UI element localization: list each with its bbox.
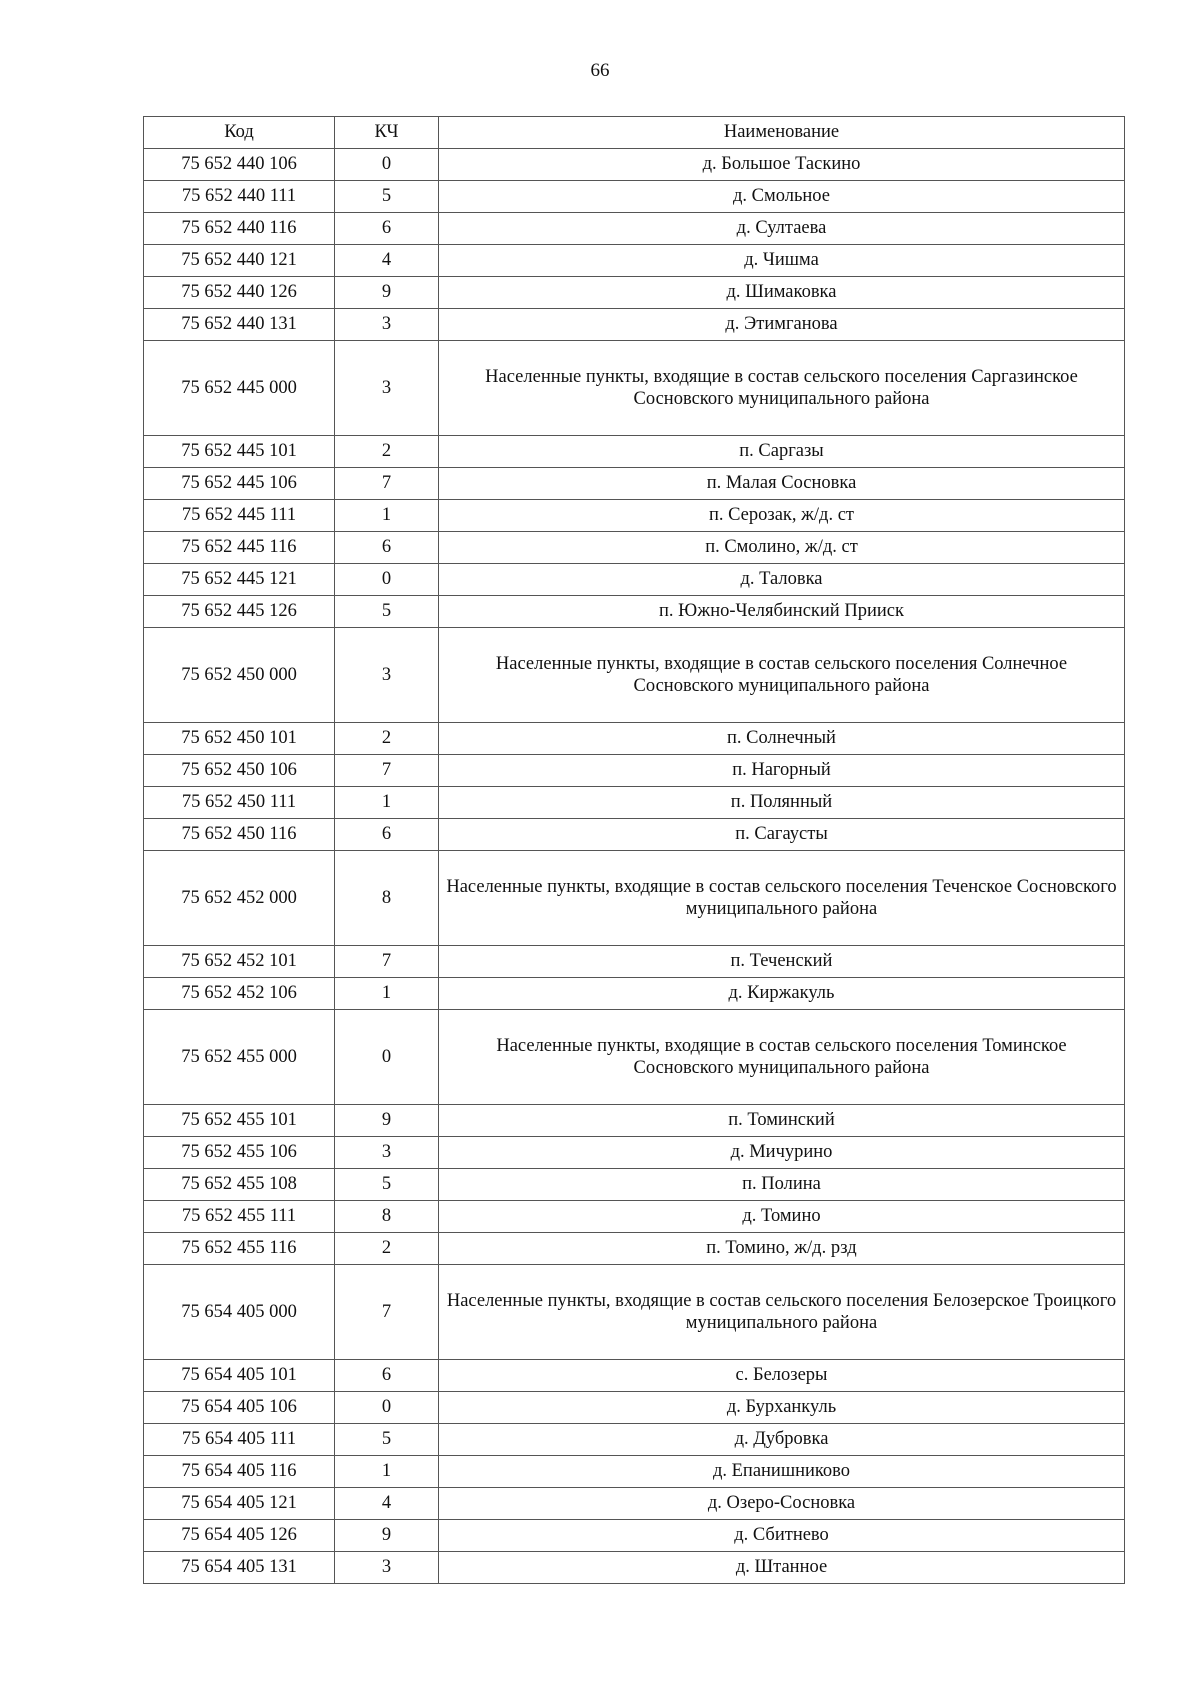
table-row-group	[144, 1010, 1125, 1105]
cell-name: с. Белозеры	[439, 1360, 1125, 1392]
cell-code: 75 652 445 111	[144, 500, 335, 532]
cell-kch: 6	[335, 532, 439, 564]
cell-kch: 7	[335, 946, 439, 978]
cell-name: п. Томинский	[439, 1105, 1125, 1137]
cell-name: п. Саргазы	[439, 436, 1125, 468]
table-row	[144, 1360, 1125, 1392]
cell-code: 75 652 452 106	[144, 978, 335, 1010]
cell-name: д. Епанишниково	[439, 1456, 1125, 1488]
table-row-group	[144, 1265, 1125, 1360]
cell-name: п. Полянный	[439, 787, 1125, 819]
table-row	[144, 787, 1125, 819]
table-row	[144, 500, 1125, 532]
cell-kch: 1	[335, 500, 439, 532]
cell-name: п. Южно-Челябинский Прииск	[439, 596, 1125, 628]
cell-code: 75 654 405 121	[144, 1488, 335, 1520]
table-row	[144, 1392, 1125, 1424]
page-number: 66	[590, 60, 610, 81]
cell-name: п. Теченский	[439, 946, 1125, 978]
table-row	[144, 1456, 1125, 1488]
cell-code: 75 654 405 101	[144, 1360, 335, 1392]
table-row	[144, 1137, 1125, 1169]
cell-kch: 6	[335, 213, 439, 245]
cell-kch: 4	[335, 245, 439, 277]
cell-code: 75 652 445 000	[144, 341, 335, 436]
cell-kch: 5	[335, 596, 439, 628]
cell-code: 75 652 455 111	[144, 1201, 335, 1233]
cell-kch: 7	[335, 755, 439, 787]
cell-code: 75 652 450 111	[144, 787, 335, 819]
table-row-group	[144, 341, 1125, 436]
cell-code: 75 652 455 101	[144, 1105, 335, 1137]
table-row	[144, 946, 1125, 978]
table-row	[144, 1233, 1125, 1265]
table-row	[144, 468, 1125, 500]
cell-name: Населенные пункты, входящие в состав сельского поселения Томинское Сосновского муниципального района	[439, 1010, 1125, 1105]
cell-name: д. Шимаковка	[439, 277, 1125, 309]
table-row	[144, 755, 1125, 787]
header-code: Код	[144, 117, 335, 149]
cell-kch: 2	[335, 723, 439, 755]
cell-code: 75 652 450 116	[144, 819, 335, 851]
cell-code: 75 652 445 121	[144, 564, 335, 596]
cell-kch: 0	[335, 1010, 439, 1105]
table-row	[144, 1552, 1125, 1584]
table-row	[144, 213, 1125, 245]
cell-kch: 8	[335, 1201, 439, 1233]
table-row-group	[144, 628, 1125, 723]
cell-name: д. Сбитнево	[439, 1520, 1125, 1552]
cell-kch: 6	[335, 819, 439, 851]
cell-code: 75 652 445 126	[144, 596, 335, 628]
cell-code: 75 652 440 131	[144, 309, 335, 341]
cell-name: п. Солнечный	[439, 723, 1125, 755]
cell-code: 75 652 440 106	[144, 149, 335, 181]
cell-code: 75 654 405 131	[144, 1552, 335, 1584]
cell-kch: 5	[335, 181, 439, 213]
cell-kch: 8	[335, 851, 439, 946]
table-row	[144, 436, 1125, 468]
cell-code: 75 652 440 116	[144, 213, 335, 245]
table-row	[144, 532, 1125, 564]
cell-name: д. Озеро-Сосновка	[439, 1488, 1125, 1520]
table-row	[144, 596, 1125, 628]
cell-kch: 0	[335, 564, 439, 596]
cell-name: д. Дубровка	[439, 1424, 1125, 1456]
cell-kch: 5	[335, 1424, 439, 1456]
cell-code: 75 654 405 116	[144, 1456, 335, 1488]
cell-name: п. Сагаусты	[439, 819, 1125, 851]
table-row	[144, 978, 1125, 1010]
table-row	[144, 1201, 1125, 1233]
cell-code: 75 652 440 111	[144, 181, 335, 213]
cell-name: д. Этимганова	[439, 309, 1125, 341]
cell-name: Населенные пункты, входящие в состав сельского поселения Теченское Сосновского муниципального района	[439, 851, 1125, 946]
cell-code: 75 654 405 111	[144, 1424, 335, 1456]
table-row	[144, 819, 1125, 851]
cell-kch: 1	[335, 978, 439, 1010]
cell-kch: 0	[335, 1392, 439, 1424]
cell-code: 75 652 450 000	[144, 628, 335, 723]
cell-name: д. Бурханкуль	[439, 1392, 1125, 1424]
cell-kch: 0	[335, 149, 439, 181]
cell-code: 75 652 452 000	[144, 851, 335, 946]
cell-code: 75 652 445 101	[144, 436, 335, 468]
cell-code: 75 652 440 121	[144, 245, 335, 277]
table-row	[144, 149, 1125, 181]
table-row	[144, 309, 1125, 341]
cell-kch: 3	[335, 341, 439, 436]
cell-kch: 1	[335, 787, 439, 819]
cell-name: п. Полина	[439, 1169, 1125, 1201]
table-row	[144, 1105, 1125, 1137]
cell-code: 75 652 450 101	[144, 723, 335, 755]
cell-kch: 9	[335, 1105, 439, 1137]
classifier-table	[143, 116, 1125, 1584]
cell-kch: 3	[335, 1552, 439, 1584]
cell-kch: 5	[335, 1169, 439, 1201]
cell-code: 75 652 455 116	[144, 1233, 335, 1265]
table-body	[144, 149, 1125, 1584]
header-kch: КЧ	[335, 117, 439, 149]
header-name: Наименование	[439, 117, 1125, 149]
cell-kch: 9	[335, 277, 439, 309]
cell-name: д. Султаева	[439, 213, 1125, 245]
cell-code: 75 654 405 126	[144, 1520, 335, 1552]
cell-code: 75 652 455 106	[144, 1137, 335, 1169]
table-row	[144, 564, 1125, 596]
cell-name: д. Таловка	[439, 564, 1125, 596]
cell-code: 75 652 440 126	[144, 277, 335, 309]
cell-name: д. Смольное	[439, 181, 1125, 213]
cell-code: 75 652 452 101	[144, 946, 335, 978]
cell-kch: 3	[335, 1137, 439, 1169]
cell-kch: 2	[335, 1233, 439, 1265]
table-row	[144, 1424, 1125, 1456]
cell-name: п. Серозак, ж/д. ст	[439, 500, 1125, 532]
cell-kch: 6	[335, 1360, 439, 1392]
cell-code: 75 654 405 000	[144, 1265, 335, 1360]
table-row	[144, 1488, 1125, 1520]
cell-name: п. Нагорный	[439, 755, 1125, 787]
cell-kch: 9	[335, 1520, 439, 1552]
cell-kch: 4	[335, 1488, 439, 1520]
cell-name: д. Штанное	[439, 1552, 1125, 1584]
cell-name: д. Мичурино	[439, 1137, 1125, 1169]
table-row	[144, 1169, 1125, 1201]
cell-kch: 1	[335, 1456, 439, 1488]
cell-name: п. Смолино, ж/д. ст	[439, 532, 1125, 564]
cell-name: Населенные пункты, входящие в состав сельского поселения Белозерское Троицкого муниципального района	[439, 1265, 1125, 1360]
table-row	[144, 245, 1125, 277]
cell-kch: 7	[335, 1265, 439, 1360]
table-row	[144, 1520, 1125, 1552]
cell-code: 75 652 445 106	[144, 468, 335, 500]
cell-name: Населенные пункты, входящие в состав сельского поселения Саргазинское Сосновского муниципального района	[439, 341, 1125, 436]
cell-kch: 2	[335, 436, 439, 468]
cell-name: д. Чишма	[439, 245, 1125, 277]
cell-name: п. Малая Сосновка	[439, 468, 1125, 500]
cell-name: д. Киржакуль	[439, 978, 1125, 1010]
cell-kch: 3	[335, 309, 439, 341]
cell-code: 75 652 455 108	[144, 1169, 335, 1201]
cell-kch: 3	[335, 628, 439, 723]
cell-code: 75 652 450 106	[144, 755, 335, 787]
cell-code: 75 652 455 000	[144, 1010, 335, 1105]
table-header-row	[144, 117, 1125, 149]
cell-name: п. Томино, ж/д. рзд	[439, 1233, 1125, 1265]
table-row	[144, 277, 1125, 309]
cell-code: 75 652 445 116	[144, 532, 335, 564]
cell-name: Населенные пункты, входящие в состав сельского поселения Солнечное Сосновского муниципального района	[439, 628, 1125, 723]
cell-name: д. Большое Таскино	[439, 149, 1125, 181]
table-row	[144, 181, 1125, 213]
cell-code: 75 654 405 106	[144, 1392, 335, 1424]
table-row-group	[144, 851, 1125, 946]
cell-name: д. Томино	[439, 1201, 1125, 1233]
cell-kch: 7	[335, 468, 439, 500]
table-row	[144, 723, 1125, 755]
